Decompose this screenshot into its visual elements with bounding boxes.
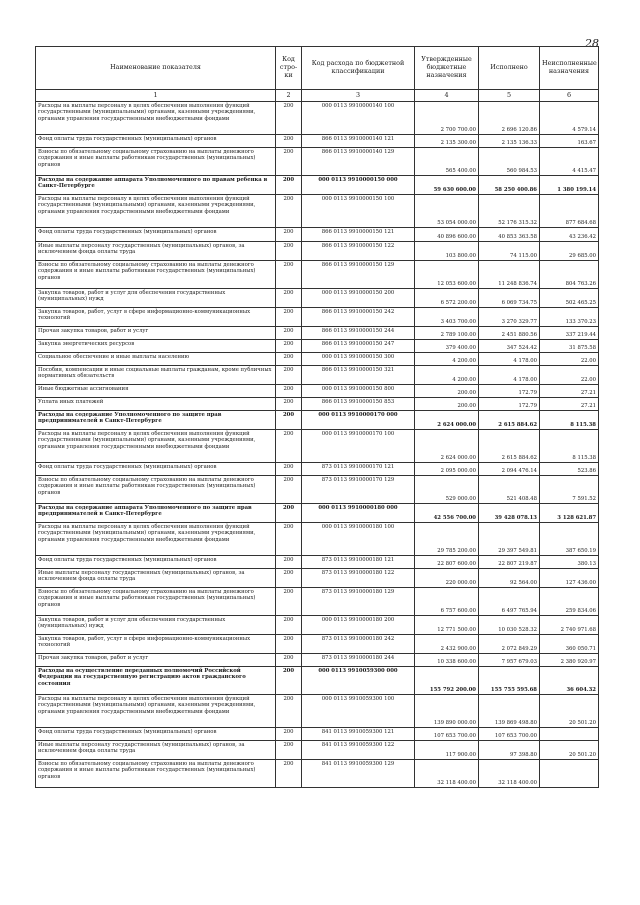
executed-amount: 107 653 700.00 [479,728,540,741]
unexecuted-amount: 36 604.32 [540,667,599,695]
row-name: Расходы на выплаты персоналу в целях обеспечения выполнения функций государственными (муниципальными) органами, казенными учреждениями, органами управления государственными внебюджетными фондами [36,695,276,728]
executed-amount: 32 118 400.00 [479,760,540,788]
line-code: 200 [276,366,302,385]
line-code: 200 [276,635,302,654]
line-code: 200 [276,340,302,353]
header-approved: Утвержденные бюджетные назначения [415,47,479,90]
line-code: 200 [276,616,302,635]
budget-code: 000 0113 9910000150 200 [302,289,415,308]
line-code: 200 [276,667,302,695]
executed-amount: 11 248 836.74 [479,261,540,289]
row-name: Уплата иных платежей [36,398,276,411]
approved-amount: 6 757 600.00 [415,588,479,616]
row-name: Расходы на выплаты персоналу в целях обеспечения выполнения функций государственными (муниципальными) органами, казенными учреждениями, органами управления государственными внебюджетными фондами [36,523,276,556]
budget-code: 000 0113 9910000180 200 [302,616,415,635]
budget-code: 000 0113 9910059300 100 [302,695,415,728]
row-name: Иные бюджетные ассигнования [36,385,276,398]
unexecuted-amount: 20 501.20 [540,741,599,760]
unexecuted-amount: 2 740 971.68 [540,616,599,635]
unexecuted-amount: 502 465.25 [540,289,599,308]
approved-amount: 200.00 [415,398,479,411]
approved-amount: 22 807 600.00 [415,556,479,569]
budget-code: 000 0113 9910059300 000 [302,667,415,695]
row-name: Фонд оплаты труда государственных (муниципальных) органов [36,135,276,148]
approved-amount: 4 200.00 [415,366,479,385]
header-indicator-name: Наименование показателя [36,47,276,90]
row-name: Пособия, компенсации и иные социальные выплаты гражданам, кроме публичных нормативных обязательств [36,366,276,385]
line-code: 200 [276,135,302,148]
approved-amount: 2 432 900.00 [415,635,479,654]
line-code: 200 [276,728,302,741]
budget-code: 841 0113 9910059300 121 [302,728,415,741]
executed-amount: 58 250 400.86 [479,176,540,195]
budget-code: 873 0113 9910000180 122 [302,569,415,588]
budget-code: 866 0113 9910000140 129 [302,148,415,176]
line-code: 200 [276,463,302,476]
executed-amount: 74 115.00 [479,242,540,261]
line-code: 200 [276,504,302,523]
table-row [36,261,599,289]
executed-amount: 10 030 528.32 [479,616,540,635]
table-row [36,242,599,261]
table-row [36,504,599,523]
line-code: 200 [276,353,302,366]
budget-code: 841 0113 9910059300 122 [302,741,415,760]
budget-code: 000 0113 9910000180 100 [302,523,415,556]
line-code: 200 [276,760,302,788]
table-row [36,148,599,176]
line-code: 200 [276,411,302,430]
approved-amount: 53 054 000.00 [415,195,479,228]
budget-code: 873 0113 9910000170 129 [302,476,415,504]
row-name: Взносы по обязательному социальному страхованию на выплаты денежного содержания и иные выплаты работникам государственных (муниципальных) органов [36,261,276,289]
budget-execution-table [35,46,599,788]
line-code: 200 [276,695,302,728]
approved-amount: 42 556 700.00 [415,504,479,523]
executed-amount: 172.79 [479,398,540,411]
table-row [36,135,599,148]
unexecuted-amount: 133 370.23 [540,308,599,327]
unexecuted-amount: 1 380 199.14 [540,176,599,195]
row-name: Социальное обеспечение и иные выплаты населению [36,353,276,366]
row-name: Расходы на содержание Уполномоченного по защите прав предпринимателей в Санкт-Петербурге [36,411,276,430]
executed-amount: 2 094 476.14 [479,463,540,476]
row-name: Фонд оплаты труда государственных (муниципальных) органов [36,463,276,476]
table-row [36,195,599,228]
budget-code: 000 0113 9910000180 000 [302,504,415,523]
line-code: 200 [276,148,302,176]
table-row [36,588,599,616]
table-row [36,289,599,308]
row-name: Фонд оплаты труда государственных (муниципальных) органов [36,728,276,741]
budget-code: 000 0113 9910000150 300 [302,353,415,366]
unexecuted-amount: 360 050.71 [540,635,599,654]
line-code: 200 [276,195,302,228]
line-code: 200 [276,556,302,569]
approved-amount: 2 624 000.00 [415,411,479,430]
budget-code: 866 0113 9910000150 122 [302,242,415,261]
executed-amount: 6 069 734.75 [479,289,540,308]
row-name: Расходы на содержание аппарата Уполномоченного по правам ребенка в Санкт-Петербурге [36,176,276,195]
approved-amount: 117 900.00 [415,741,479,760]
header-budget-code: Код расхода по бюджетной классификации [302,47,415,90]
unexecuted-amount [540,760,599,788]
approved-amount: 139 890 000.00 [415,695,479,728]
executed-amount: 560 984.53 [479,148,540,176]
table-row [36,728,599,741]
line-code: 200 [276,261,302,289]
row-name: Расходы на выплаты персоналу в целях обеспечения выполнения функций государственными (муниципальными) органами, казенными учреждениями, органами управления государственными внебюджетными фондами [36,195,276,228]
budget-code: 873 0113 9910000180 121 [302,556,415,569]
approved-amount: 200.00 [415,385,479,398]
row-name: Взносы по обязательному социальному страхованию на выплаты денежного содержания и иные выплаты работникам государственных (муниципальных) органов [36,760,276,788]
approved-amount: 379 400.00 [415,340,479,353]
budget-code: 866 0113 9910000150 129 [302,261,415,289]
unexecuted-amount: 2 380 920.97 [540,654,599,667]
row-name: Взносы по обязательному социальному страхованию на выплаты денежного содержания и иные выплаты работникам государственных (муниципальных) органов [36,476,276,504]
unexecuted-amount: 31 875.58 [540,340,599,353]
unexecuted-amount: 380.13 [540,556,599,569]
table-row [36,340,599,353]
approved-amount: 12 771 500.00 [415,616,479,635]
table-row [36,695,599,728]
row-name: Расходы на выплаты персоналу в целях обеспечения выполнения функций государственными (муниципальными) органами, казенными учреждениями, органами управления государственными внебюджетными фондами [36,102,276,135]
approved-amount: 565 400.00 [415,148,479,176]
approved-amount: 155 792 200.00 [415,667,479,695]
approved-amount: 103 800.00 [415,242,479,261]
executed-amount: 2 135 136.33 [479,135,540,148]
table-row [36,654,599,667]
line-code: 200 [276,523,302,556]
executed-amount: 2 696 120.86 [479,102,540,135]
unexecuted-amount: 259 834.06 [540,588,599,616]
approved-amount: 12 053 600.00 [415,261,479,289]
approved-amount: 2 700 700.00 [415,102,479,135]
row-name: Фонд оплаты труда государственных (муниципальных) органов [36,228,276,242]
table-row [36,741,599,760]
approved-amount: 220 000.00 [415,569,479,588]
line-code: 200 [276,398,302,411]
row-name: Закупка энергетических ресурсов [36,340,276,353]
executed-amount: 97 398.80 [479,741,540,760]
line-code: 200 [276,476,302,504]
column-number: 4 [415,90,479,102]
executed-amount: 92 564.00 [479,569,540,588]
column-number: 5 [479,90,540,102]
table-row [36,430,599,463]
budget-code: 873 0113 9910000180 244 [302,654,415,667]
line-code: 200 [276,741,302,760]
unexecuted-amount: 337 219.44 [540,327,599,340]
column-number: 6 [540,90,599,102]
unexecuted-amount: 22.00 [540,366,599,385]
unexecuted-amount: 8 115.38 [540,411,599,430]
unexecuted-amount: 20 501.20 [540,695,599,728]
row-name: Прочая закупка товаров, работ и услуг [36,654,276,667]
page-number: 28 [585,37,599,50]
row-name: Расходы на выплаты персоналу в целях обеспечения выполнения функций государственными (муниципальными) органами, казенными учреждениями, органами управления государственными внебюджетными фондами [36,430,276,463]
table-row [36,569,599,588]
table-row [36,366,599,385]
unexecuted-amount [540,728,599,741]
unexecuted-amount: 4 415.47 [540,148,599,176]
approved-amount: 29 785 200.00 [415,523,479,556]
budget-code: 000 0113 9910000170 100 [302,430,415,463]
approved-amount: 2 789 100.00 [415,327,479,340]
table-row [36,635,599,654]
row-name: Закупка товаров, работ, услуг в сфере информационно-коммуникационных технологий [36,635,276,654]
approved-amount: 59 630 600.00 [415,176,479,195]
table-row [36,411,599,430]
budget-code: 000 0113 9910000150 100 [302,195,415,228]
table-row [36,523,599,556]
executed-amount: 22 807 219.87 [479,556,540,569]
unexecuted-amount: 877 684.68 [540,195,599,228]
table-row [36,353,599,366]
executed-amount: 2 615 884.62 [479,430,540,463]
budget-code: 866 0113 9910000140 121 [302,135,415,148]
table-row [36,308,599,327]
line-code: 200 [276,228,302,242]
approved-amount: 3 403 700.00 [415,308,479,327]
approved-amount: 2 135 300.00 [415,135,479,148]
executed-amount: 139 869 498.80 [479,695,540,728]
line-code: 200 [276,654,302,667]
table-row [36,463,599,476]
approved-amount: 40 896 600.00 [415,228,479,242]
budget-code: 841 0113 9910059300 129 [302,760,415,788]
unexecuted-amount: 27.21 [540,385,599,398]
budget-code: 000 0113 9910000140 100 [302,102,415,135]
column-number: 3 [302,90,415,102]
budget-code: 866 0113 9910000150 242 [302,308,415,327]
unexecuted-amount: 3 128 621.87 [540,504,599,523]
approved-amount: 2 624 000.00 [415,430,479,463]
column-number-row [36,90,599,102]
row-name: Закупка товаров, работ и услуг для обеспечения государственных (муниципальных) нужд [36,616,276,635]
executed-amount: 7 957 679.03 [479,654,540,667]
line-code: 200 [276,176,302,195]
executed-amount: 52 176 315.32 [479,195,540,228]
budget-code: 866 0113 9910000150 321 [302,366,415,385]
line-code: 200 [276,289,302,308]
line-code: 200 [276,242,302,261]
budget-code: 873 0113 9910000170 121 [302,463,415,476]
row-name: Расходы на содержание аппарата Уполномоченного по защите прав предпринимателей в Санкт-Петербурге [36,504,276,523]
row-name: Закупка товаров, работ и услуг для обеспечения государственных (муниципальных) нужд [36,289,276,308]
executed-amount: 172.79 [479,385,540,398]
table-row [36,176,599,195]
table-row [36,667,599,695]
table-row [36,102,599,135]
budget-code: 873 0113 9910000180 242 [302,635,415,654]
row-name: Расходы на осуществление переданных полномочий Российской Федерации на государственную регистрацию актов гражданского состояния [36,667,276,695]
unexecuted-amount: 804 763.26 [540,261,599,289]
table-row [36,760,599,788]
row-name: Фонд оплаты труда государственных (муниципальных) органов [36,556,276,569]
budget-code: 000 0113 9910000150 000 [302,176,415,195]
executed-amount: 521 408.48 [479,476,540,504]
unexecuted-amount: 8 115.38 [540,430,599,463]
executed-amount: 155 755 595.68 [479,667,540,695]
row-name: Прочая закупка товаров, работ и услуг [36,327,276,340]
budget-code: 873 0113 9910000180 129 [302,588,415,616]
executed-amount: 29 397 549.81 [479,523,540,556]
executed-amount: 6 497 765.94 [479,588,540,616]
row-name: Взносы по обязательному социальному страхованию на выплаты денежного содержания и иные выплаты работникам государственных (муниципальных) органов [36,148,276,176]
budget-code: 000 0113 9910000150 800 [302,385,415,398]
unexecuted-amount: 22.00 [540,353,599,366]
header-executed: Исполнено [479,47,540,90]
unexecuted-amount: 523.86 [540,463,599,476]
executed-amount: 4 178.00 [479,366,540,385]
line-code: 200 [276,308,302,327]
approved-amount: 4 200.00 [415,353,479,366]
row-name: Иные выплаты персоналу государственных (муниципальных) органов, за исключением фонда оплаты труда [36,741,276,760]
line-code: 200 [276,385,302,398]
budget-code: 866 0113 9910000150 247 [302,340,415,353]
executed-amount: 40 853 363.58 [479,228,540,242]
unexecuted-amount: 29 685.00 [540,242,599,261]
approved-amount: 2 095 000.00 [415,463,479,476]
executed-amount: 347 524.42 [479,340,540,353]
table-row [36,228,599,242]
unexecuted-amount: 387 650.19 [540,523,599,556]
unexecuted-amount: 4 579.14 [540,102,599,135]
row-name: Иные выплаты персоналу государственных (муниципальных) органов, за исключением фонда оплаты труда [36,242,276,261]
line-code: 200 [276,102,302,135]
unexecuted-amount: 43 236.42 [540,228,599,242]
column-number: 1 [36,90,276,102]
table-row [36,616,599,635]
line-code: 200 [276,430,302,463]
approved-amount: 529 000.00 [415,476,479,504]
budget-code: 866 0113 9910000150 853 [302,398,415,411]
line-code: 200 [276,588,302,616]
line-code: 200 [276,569,302,588]
approved-amount: 107 653 700.00 [415,728,479,741]
unexecuted-amount: 127 436.00 [540,569,599,588]
unexecuted-amount: 27.21 [540,398,599,411]
executed-amount: 2 451 880.56 [479,327,540,340]
approved-amount: 6 572 200.00 [415,289,479,308]
table-row [36,556,599,569]
header-line-code: Код стро-ки [276,47,302,90]
budget-code: 866 0113 9910000150 121 [302,228,415,242]
unexecuted-amount: 7 591.52 [540,476,599,504]
budget-code: 000 0113 9910000170 000 [302,411,415,430]
header-row [36,47,599,90]
executed-amount: 2 072 849.29 [479,635,540,654]
line-code: 200 [276,327,302,340]
row-name: Иные выплаты персоналу государственных (муниципальных) органов, за исключением фонда оплаты труда [36,569,276,588]
table-row [36,398,599,411]
approved-amount: 10 338 600.00 [415,654,479,667]
table-row [36,385,599,398]
executed-amount: 2 615 884.62 [479,411,540,430]
approved-amount: 32 118 400.00 [415,760,479,788]
unexecuted-amount: 163.67 [540,135,599,148]
column-number: 2 [276,90,302,102]
table-row [36,476,599,504]
row-name: Закупка товаров, работ, услуг в сфере информационно-коммуникационных технологий [36,308,276,327]
executed-amount: 3 270 329.77 [479,308,540,327]
header-unexecuted: Неисполненные назначения [540,47,599,90]
executed-amount: 4 178.00 [479,353,540,366]
executed-amount: 39 428 078.13 [479,504,540,523]
table-body [36,102,599,788]
row-name: Взносы по обязательному социальному страхованию на выплаты денежного содержания и иные выплаты работникам государственных (муниципальных) органов [36,588,276,616]
budget-code: 866 0113 9910000150 244 [302,327,415,340]
table-row [36,327,599,340]
